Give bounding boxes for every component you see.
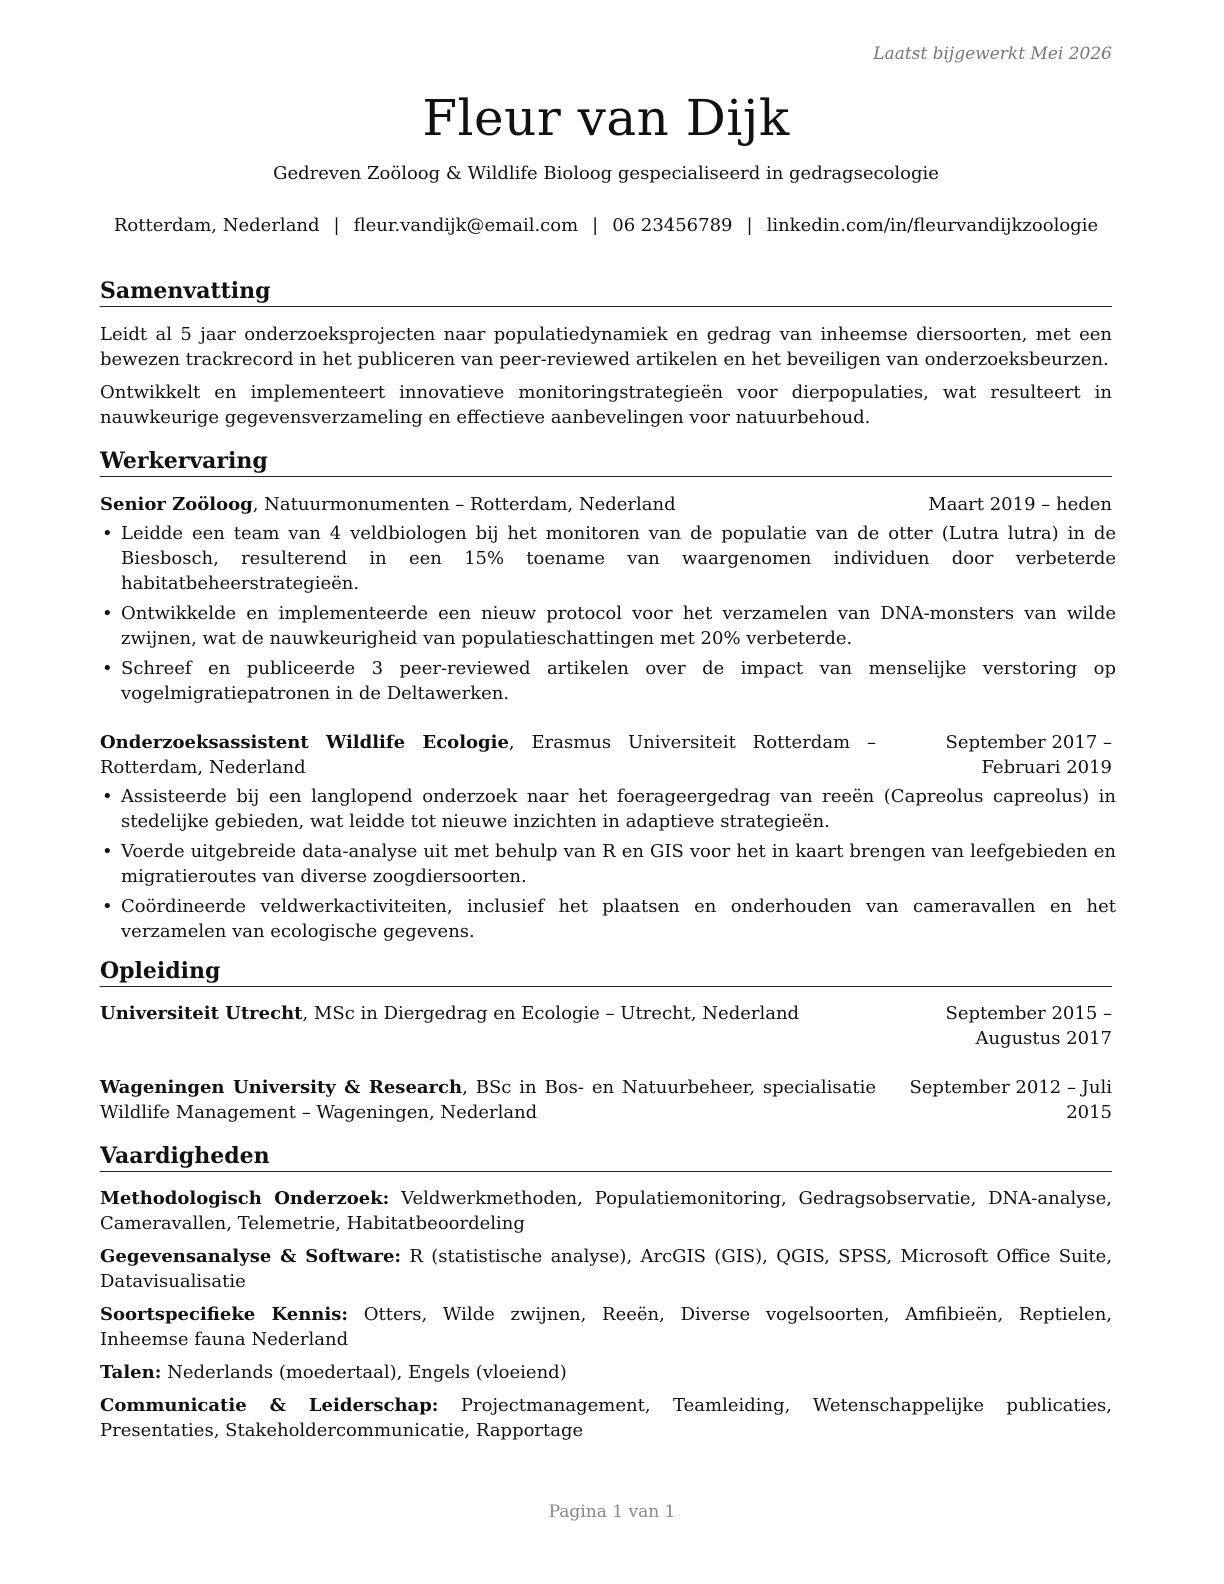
contact-phone[interactable]: 06 23456789	[612, 215, 733, 236]
education-section	[100, 956, 1112, 1125]
skill-item	[100, 1244, 1112, 1294]
skill-text: Projectmanagement, Teamleiding, Wetenschappelijke publicaties, Presentaties, Stakeholdercommunicatie, Rapportage	[100, 1395, 1112, 1441]
person-name: Fleur van Dijk	[422, 89, 790, 147]
job-title: Senior Zoöloog	[100, 494, 253, 515]
job-title: Onderzoeksassistent Wildlife Ecologie	[100, 732, 509, 753]
education-entry	[100, 1001, 1112, 1051]
education-dates: September 2015 – Augustus 2017	[945, 1003, 1112, 1049]
education-dates: September 2012 – Juli 2015	[909, 1077, 1112, 1123]
skill-label: Communicatie & Leiderschap:	[100, 1395, 439, 1416]
education-heading: Opleiding	[100, 956, 1112, 987]
skill-label: Talen:	[100, 1362, 162, 1383]
skill-label: Methodologisch Onderzoek:	[100, 1188, 390, 1209]
job-bullet: • Schreef en publiceerde 3 peer-reviewed artikelen over de impact van menselijke verstoring op vogelmigratiepatronen in de Deltawerken.	[100, 656, 1116, 706]
tagline: Gedreven Zoöloog & Wildlife Bioloog gespecialiseerd in gedragsecologie	[273, 163, 939, 184]
education-entry	[100, 1075, 1112, 1125]
job-bullet: • Assisteerde bij een langlopend onderzoek naar het foerageergedrag van reeën (Capreolus capreolus) in stedelijke gebieden, wat leidde tot nieuwe inzichten in adaptieve strategieën.	[100, 784, 1116, 834]
summary-heading: Samenvatting	[100, 276, 1112, 307]
skill-label: Gegevensanalyse & Software:	[100, 1246, 402, 1267]
education-school: Universiteit Utrecht	[100, 1003, 303, 1024]
experience-section	[100, 446, 1116, 944]
job-bullet: • Coördineerde veldwerkactiviteiten, inclusief het plaatsen en onderhouden van cameravallen en het verzamelen van ecologische gegevens.	[100, 894, 1116, 944]
summary-paragraph: Leidt al 5 jaar onderzoeksprojecten naar populatiedynamiek en gedrag van inheemse diersoorten, met een bewezen trackrecord in het publiceren van peer-reviewed artikelen en het beveiligen van onderzoeksbeurzen.	[100, 324, 1112, 370]
skill-label: Soortspecifieke Kennis:	[100, 1304, 349, 1325]
job-bullet: • Ontwikkelde en implementeerde een nieuw protocol voor het verzamelen van DNA-monsters van wilde zwijnen, wat de nauwkeurigheid van populatieschattingen met 20% verbeterde.	[100, 601, 1116, 651]
summary-section	[100, 276, 1112, 430]
contact-linkedin[interactable]: linkedin.com/in/fleurvandijkzoologie	[766, 215, 1099, 236]
job-bullet: • Voerde uitgebreide data-analyse uit met behulp van R en GIS voor het in kaart brengen van leefgebieden en migratieroutes van diverse zoogdiersoorten.	[100, 839, 1116, 889]
skill-item	[100, 1186, 1112, 1236]
contact-location: Rotterdam, Nederland	[113, 215, 320, 236]
education-detail: , BSc in Bos- en Natuurbeheer, specialisatie Wildlife Management – Wageningen, Nederland	[100, 1077, 876, 1123]
job-org: , Natuurmonumenten – Rotterdam, Nederland	[252, 494, 676, 515]
skill-text: Veldwerkmethoden, Populatiemonitoring, Gedragsobservatie, DNA-analyse, Cameravallen, Telemetrie, Habitatbeoordeling	[100, 1188, 1112, 1234]
skill-item	[100, 1302, 1112, 1352]
job-bullets	[100, 784, 1116, 944]
job-bullet: • Leidde een team van 4 veldbiologen bij het monitoren van de populatie van de otter (Lutra lutra) in de Biesbosch, resulterend in een 15% toename van waargenomen individuen door verbeterde habitatbeheerstrategieën.	[100, 521, 1116, 596]
job-dates: September 2017 – Februari 2019	[945, 732, 1112, 778]
job-entry	[100, 492, 1116, 706]
page-number: Pagina 1 van 1	[548, 1502, 676, 1522]
skill-item	[100, 1393, 1112, 1443]
job-header	[100, 730, 1112, 780]
contact-separator: |	[746, 215, 753, 236]
skill-text: Otters, Wilde zwijnen, Reeën, Diverse vogelsoorten, Amfibieën, Reptielen, Inheemse fauna Nederland	[100, 1304, 1113, 1350]
contact-line	[100, 214, 1112, 238]
skill-text: Nederlands (moedertaal), Engels (vloeiend)	[161, 1362, 567, 1383]
job-org: , Erasmus Universiteit Rotterdam – Rotterdam, Nederland	[100, 732, 876, 778]
experience-heading: Werkervaring	[100, 446, 1112, 477]
education-detail: , MSc in Diergedrag en Ecologie – Utrecht, Nederland	[302, 1003, 800, 1024]
summary-paragraph: Ontwikkelt en implementeert innovatieve monitoringstrategieën voor dierpopulaties, wat resulteert in nauwkeurige gegevensverzameling en effectieve aanbevelingen voor natuurbehoud.	[100, 382, 1112, 428]
skill-text: R (statistische analyse), ArcGIS (GIS), QGIS, SPSS, Microsoft Office Suite, Datavisualisatie	[100, 1246, 1112, 1292]
job-bullets	[100, 521, 1116, 706]
job-dates: Maart 2019 – heden	[928, 494, 1112, 515]
contact-email[interactable]: fleur.vandijk@email.com	[353, 215, 579, 236]
contact-separator: |	[592, 215, 599, 236]
contact-separator: |	[333, 215, 340, 236]
education-school: Wageningen University & Research	[100, 1077, 463, 1098]
skills-section	[100, 1141, 1112, 1443]
skill-item	[100, 1360, 1112, 1385]
skills-heading: Vaardigheden	[100, 1141, 1112, 1172]
job-entry	[100, 730, 1116, 944]
job-header	[100, 492, 1112, 517]
last-updated: Laatst bijgewerkt Mei 2026	[873, 44, 1112, 64]
